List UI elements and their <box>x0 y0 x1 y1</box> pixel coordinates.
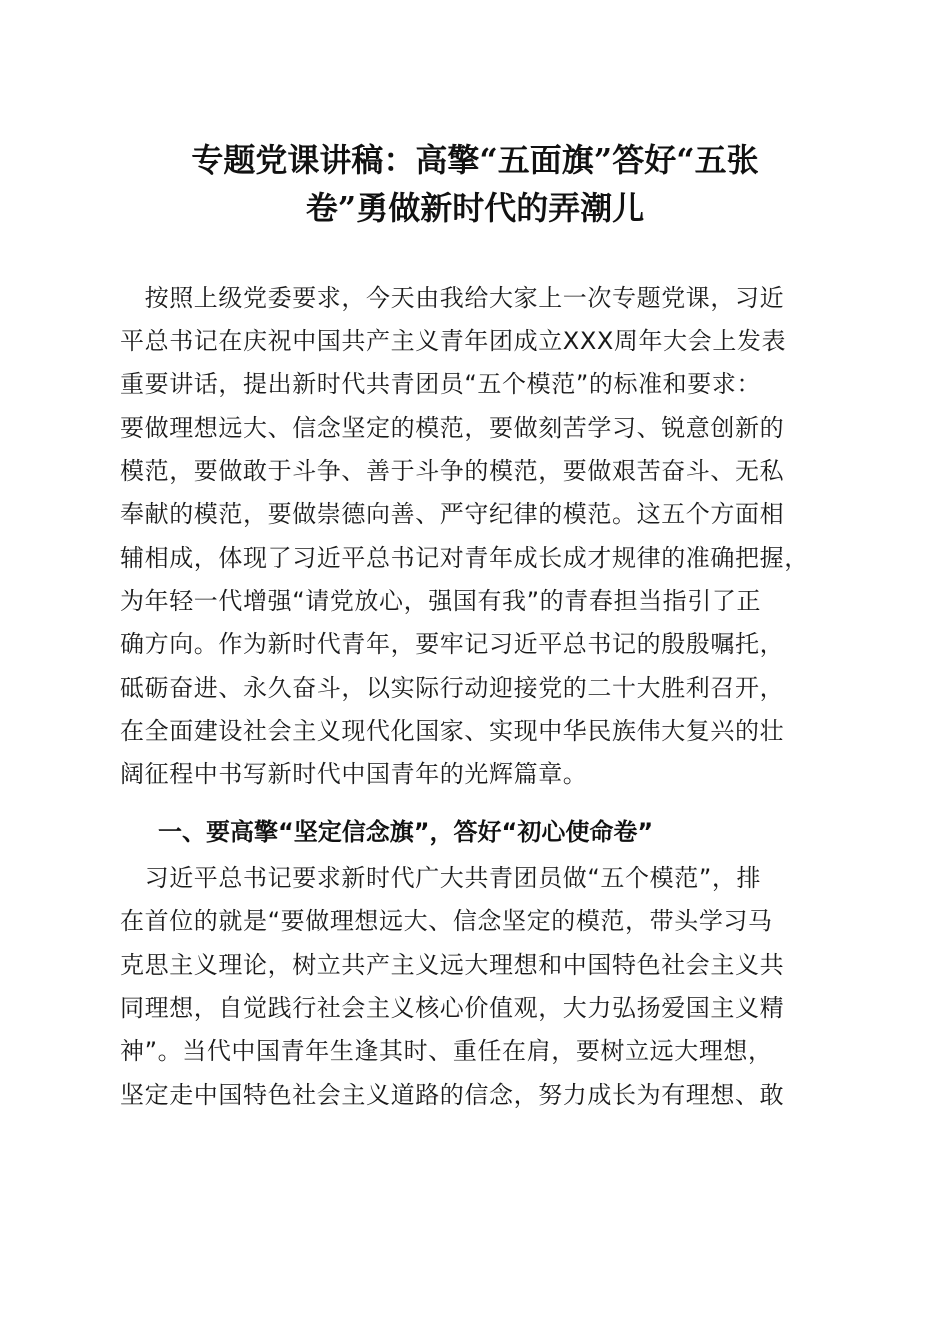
paragraph-1-line-9: 确方向。作为新时代青年，要牢记习近平总书记的殷殷嘱托， <box>120 630 785 658</box>
paragraph-1-line-2: 平总书记在庆祝中国共产主义青年团成立XXX周年大会上发表 <box>120 327 787 355</box>
paragraph-1-line-5: 模范，要做敢于斗争、善于斗争的模范，要做艰苦奋斗、无私 <box>120 457 785 485</box>
document-title-line-1: 专题党课讲稿：高擎“五面旗”答好“五张 <box>191 141 759 179</box>
paragraph-1-line-10: 砥砺奋进、永久奋斗，以实际行动迎接党的二十大胜利召开， <box>120 674 785 702</box>
paragraph-1-line-7: 辅相成，体现了习近平总书记对青年成长成才规律的准确把握， <box>120 544 809 572</box>
paragraph-2-line-5: 神”。当代中国青年生逢其时、重任在肩，要树立远大理想， <box>120 1037 773 1065</box>
paragraph-2-line-4: 同理想，自觉践行社会主义核心价值观，大力弘扬爱国主义精 <box>120 994 785 1022</box>
paragraph-1-line-8: 为年轻一代增强“请党放心，强国有我”的青春担当指引了正 <box>120 587 762 615</box>
paragraph-1-line-12: 阔征程中书写新时代中国青年的光辉篇章。 <box>120 760 588 788</box>
paragraph-1-line-11: 在全面建设社会主义现代化国家、实现中华民族伟大复兴的壮 <box>120 717 785 745</box>
paragraph-1-line-6: 奉献的模范，要做崇德向善、严守纪律的模范。这五个方面相 <box>120 500 785 528</box>
paragraph-2-line-2: 在首位的就是“要做理想远大、信念坚定的模范，带头学习马 <box>120 907 773 935</box>
paragraph-1-line-4: 要做理想远大、信念坚定的模范，要做刻苦学习、锐意创新的 <box>120 414 785 442</box>
paragraph-1-line-1: 按照上级党委要求，今天由我给大家上一次专题党课，习近 <box>120 284 785 312</box>
paragraph-1-line-3: 重要讲话，提出新时代共青团员“五个模范”的标准和要求： <box>120 370 762 398</box>
section-1-heading: 一、要高擎“坚定信念旗”，答好“初心使命卷” <box>158 818 654 846</box>
paragraph-2-line-3: 克思主义理论，树立共产主义远大理想和中国特色社会主义共 <box>120 951 785 979</box>
paragraph-2-line-6: 坚定走中国特色社会主义道路的信念，努力成长为有理想、敢 <box>120 1081 785 1109</box>
paragraph-2-line-1: 习近平总书记要求新时代广大共青团员做“五个模范”，排 <box>120 864 762 892</box>
document-title-line-2: 卷”勇做新时代的弄潮儿 <box>305 189 645 227</box>
